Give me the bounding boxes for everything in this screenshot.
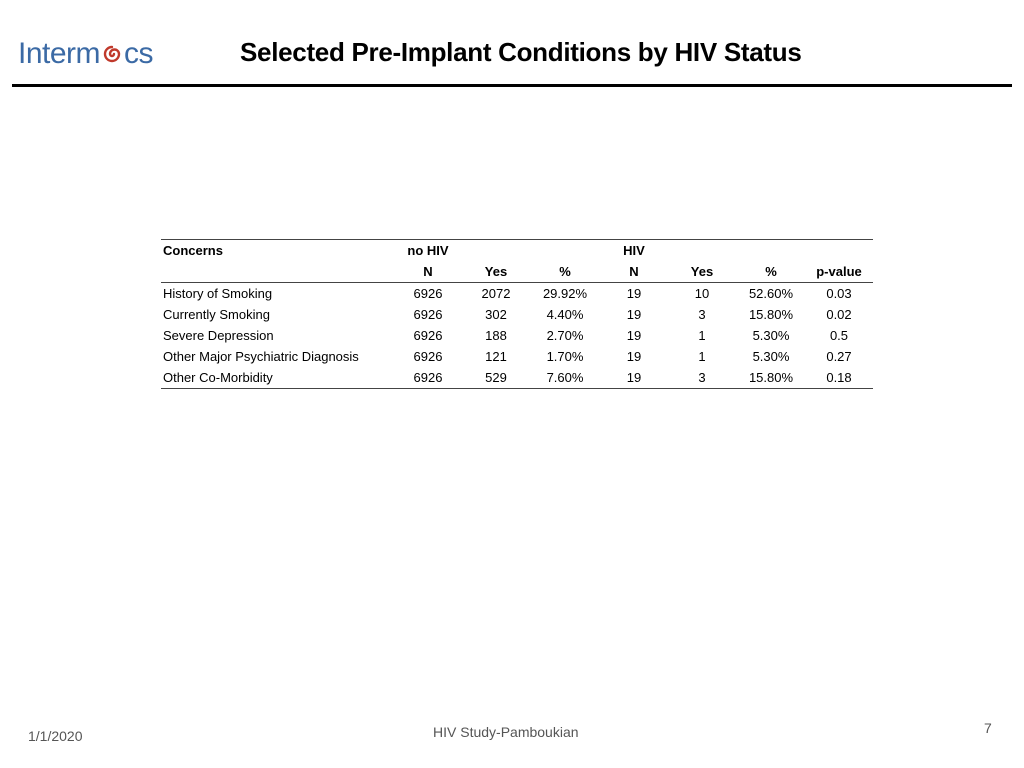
cell: 19 [626, 286, 642, 301]
row-label: Other Co-Morbidity [163, 370, 273, 385]
cell: 15.80% [748, 307, 794, 322]
table-group-header-row [161, 240, 873, 262]
cell: 3 [698, 307, 706, 322]
cell: 529 [485, 370, 507, 385]
cell: 0.5 [829, 328, 849, 343]
footer-study-name: HIV Study-Pamboukian [433, 724, 579, 740]
cell: 0.18 [826, 370, 852, 385]
logo-text-end: cs [124, 37, 154, 70]
cell: 188 [485, 328, 507, 343]
cell: 4.40% [546, 307, 584, 322]
cell: 6926 [413, 349, 443, 364]
subheader-yes-nohiv: Yes [463, 261, 529, 283]
cell: 6926 [413, 328, 443, 343]
concerns-header: Concerns [163, 243, 223, 258]
cell: 1.70% [546, 349, 584, 364]
subheader-n-hiv: N [601, 261, 667, 283]
logo-swirl-icon [101, 43, 123, 65]
cell: 5.30% [752, 349, 790, 364]
subheader-pct-hiv: % [737, 261, 805, 283]
subheader-n-nohiv: N [393, 261, 463, 283]
footer-date: 1/1/2020 [28, 728, 83, 744]
row-label: History of Smoking [163, 286, 273, 301]
cell: 5.30% [752, 328, 790, 343]
cell: 0.27 [826, 349, 852, 364]
page-title: Selected Pre-Implant Conditions by HIV Status [240, 37, 802, 67]
page-number: 7 [984, 720, 992, 736]
conditions-table [161, 239, 873, 389]
cell: 19 [626, 370, 642, 385]
table-row [161, 325, 873, 346]
table-row [161, 304, 873, 325]
cell: 1 [698, 349, 706, 364]
cell: 19 [626, 307, 642, 322]
intermacs-logo [18, 34, 153, 74]
cell: 3 [698, 370, 706, 385]
cell: 6926 [413, 286, 443, 301]
cell: 10 [694, 286, 710, 301]
cell: 15.80% [748, 370, 794, 385]
logo-text-start: Interm [18, 37, 101, 70]
cell: 29.92% [542, 286, 588, 301]
cell: 0.03 [826, 286, 852, 301]
cell: 2072 [481, 286, 511, 301]
hiv-header: HIV [623, 243, 645, 258]
cell: 6926 [413, 307, 443, 322]
cell: 19 [626, 349, 642, 364]
table-row [161, 346, 873, 367]
subheader-p-value: p-value [805, 261, 873, 283]
cell: 121 [485, 349, 507, 364]
cell: 19 [626, 328, 642, 343]
subheader-yes-hiv: Yes [667, 261, 737, 283]
cell: 0.02 [826, 307, 852, 322]
row-label: Other Major Psychiatric Diagnosis [163, 349, 359, 364]
cell: 2.70% [546, 328, 584, 343]
no-hiv-header: no HIV [407, 243, 449, 258]
row-label: Severe Depression [163, 328, 274, 343]
cell: 52.60% [748, 286, 794, 301]
table-subheader-row [161, 261, 873, 283]
cell: 1 [698, 328, 706, 343]
cell: 7.60% [546, 370, 584, 385]
row-label: Currently Smoking [163, 307, 270, 322]
table-row [161, 283, 873, 305]
subheader-pct-nohiv: % [529, 261, 601, 283]
cell: 302 [485, 307, 507, 322]
title-divider [12, 84, 1012, 87]
table-row [161, 367, 873, 389]
cell: 6926 [413, 370, 443, 385]
